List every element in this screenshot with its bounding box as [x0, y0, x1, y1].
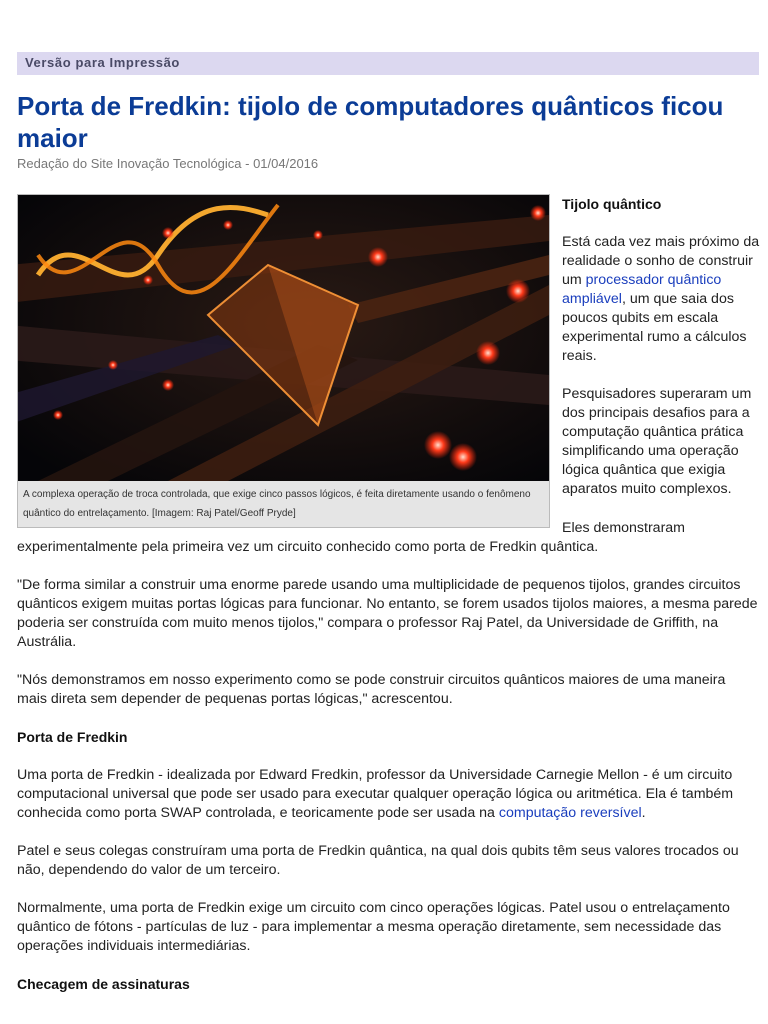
- article-side-column: [562, 195, 762, 518]
- section-heading-tijolo: Tijolo quântico: [562, 196, 662, 212]
- paragraph-3: [17, 519, 759, 557]
- section-heading-porta-fredkin: Porta de Fredkin: [17, 729, 128, 745]
- paragraph-6: [17, 766, 759, 823]
- figure-caption: A complexa operação de troca controlada, que exige cinco passos lógicos, é feita diretamente usando o fenômeno quântico do entrelaçamento. [Imagem: Raj Patel/Geoff Pryde]: [23, 489, 531, 519]
- paragraph-5: "Nós demonstramos em nosso experimento como se pode construir circuitos quânticos maiores de uma maneira mais direta sem depender de pequenas portas lógicas," acrescentou.: [17, 672, 726, 707]
- paragraph-2: Pesquisadores superaram um dos principais desafios para a computação quântica prática simplificando uma operação lógica quântica que exigia aparatos muito complexos.: [562, 386, 752, 497]
- paragraph-3-start: Eles demonstraram: [562, 520, 686, 536]
- paragraph-8: Normalmente, uma porta de Fredkin exige um circuito com cinco operações lógicas. Patel usou o entrelaçamento quântico de fótons - partículas de luz - para implementar a mesma operação diretamente, sem necessidade das operações individuais intermediárias.: [17, 900, 730, 954]
- paragraph-1: [562, 233, 762, 366]
- link-processador-quantico[interactable]: processador quântico ampliável: [562, 272, 722, 307]
- article-byline: Redação do Site Inovação Tecnológica - 01/04/2016: [17, 156, 319, 171]
- paragraph-6-text-end: .: [641, 805, 646, 821]
- article-body: [17, 519, 759, 1013]
- print-version-banner[interactable]: [17, 52, 759, 75]
- article-figure: [17, 194, 550, 528]
- paragraph-1-text: Está cada vez mais próximo da realidade o sonho de construir um: [562, 234, 760, 288]
- section-heading-checagem: Checagem de assinaturas: [17, 976, 190, 992]
- quantum-circuit-image: [18, 195, 549, 481]
- paragraph-6-text: Uma porta de Fredkin - idealizada por Edward Fredkin, professor da Universidade Carnegie Mellon - é um circuito computacional universal que pode ser usado para executar qualquer operação lógica ou aritmética. Ela é também conhecida como porta SWAP controlada, e teoricamente pode ser usada na: [17, 767, 734, 821]
- link-computacao-reversivel[interactable]: computação reversível: [498, 805, 642, 821]
- paragraph-7: Patel e seus colegas construíram uma porta de Fredkin quântica, na qual dois qubits têm seus valores trocados ou não, dependendo do valor de um terceiro.: [17, 843, 739, 878]
- print-version-label: Versão para Impressão: [25, 55, 180, 70]
- paragraph-3-rest: experimentalmente pela primeira vez um circuito conhecido como porta de Fredkin quântica.: [17, 539, 599, 555]
- paragraph-4: "De forma similar a construir uma enorme parede usando uma multiplicidade de pequenos tijolos, grandes circuitos quânticos exigem muitas portas lógicas para funcionar. No entanto, se forem usados tijolos maiores, a mesma parede poderia ser construída com muito menos tijolos," compara o professor Raj Patel, da Universidade de Griffith, na Austrália.: [17, 577, 758, 650]
- paragraph-1-text-end: , um que saia dos poucos qubits em escala experimental rumo a cálculos reais.: [562, 291, 747, 364]
- article-title: Porta de Fredkin: tijolo de computadores quânticos ficou maior: [17, 91, 724, 153]
